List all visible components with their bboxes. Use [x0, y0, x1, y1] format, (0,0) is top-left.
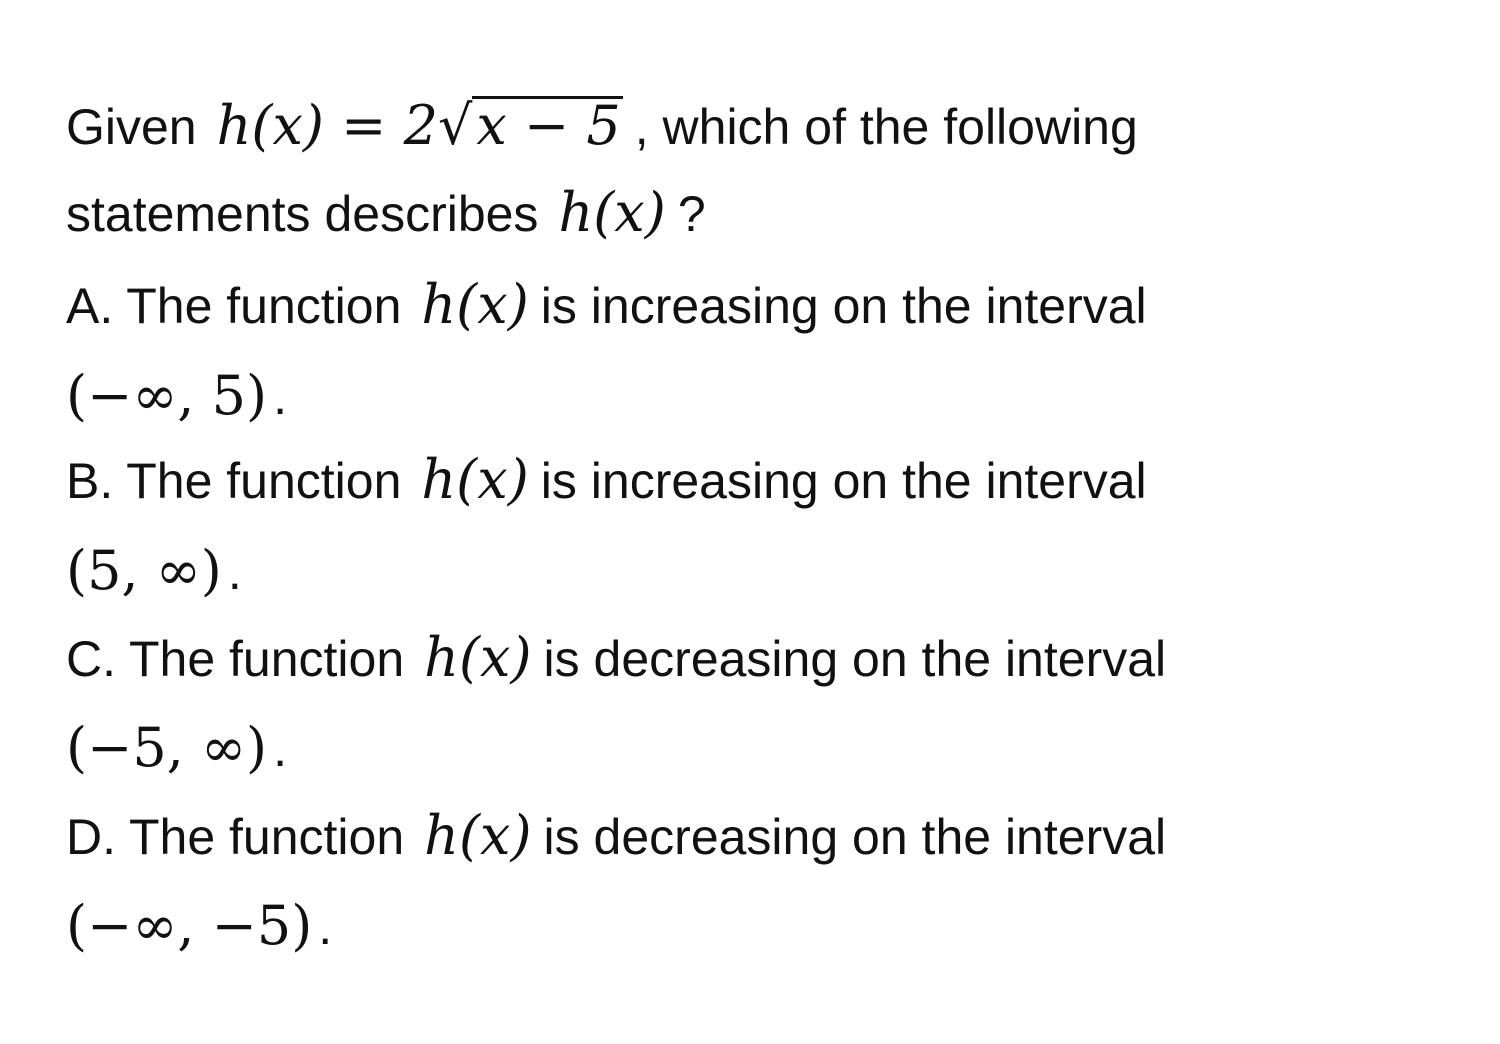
option-a-text: is increasing on the interval: [540, 278, 1147, 334]
question-line2-suffix: ?: [677, 186, 706, 242]
option-d-math: h(x): [424, 804, 532, 867]
radicand: x − 5: [472, 96, 622, 153]
option-b-label: B. The function: [66, 453, 402, 509]
question-line2-math: h(x): [558, 181, 666, 244]
option-a-line-2[interactable]: [66, 366, 287, 426]
question-prefix: Given: [66, 99, 197, 155]
option-a-label: A. The function: [66, 278, 402, 334]
question-line2-prefix: statements describes: [66, 186, 539, 242]
option-b-text: is increasing on the interval: [540, 453, 1147, 509]
function-definition-lhs: h(x) = 2: [216, 94, 438, 157]
option-c-math: h(x): [424, 626, 532, 689]
question-stem-line-2: [66, 183, 706, 243]
option-b-line-2[interactable]: [66, 541, 242, 601]
option-d-interval: (−∞, −5): [66, 894, 313, 957]
option-b-interval: (5, ∞): [66, 539, 222, 602]
option-c-end: .: [273, 721, 287, 777]
square-root: [438, 96, 623, 156]
option-d-end: .: [318, 899, 333, 955]
option-a-end: .: [273, 369, 287, 425]
option-d-line-2[interactable]: [66, 896, 332, 956]
option-d-text: is decreasing on the interval: [543, 809, 1167, 865]
option-b-line-1[interactable]: [66, 450, 1147, 510]
function-definition: [217, 94, 623, 157]
radical-sign-icon: √: [437, 94, 473, 157]
option-c-line-1[interactable]: [66, 628, 1166, 688]
option-c-interval: (−5, ∞): [66, 716, 268, 779]
option-b-math: h(x): [421, 448, 529, 511]
option-c-label: C. The function: [66, 631, 405, 687]
option-a-interval: (−∞, 5): [66, 364, 268, 427]
option-b-end: .: [227, 544, 242, 600]
question-stem-line-1: [66, 96, 1138, 156]
option-d-line-1[interactable]: [66, 806, 1166, 866]
option-a-math: h(x): [421, 273, 529, 336]
option-a-line-1[interactable]: [66, 275, 1147, 335]
option-d-label: D. The function: [66, 809, 405, 865]
question-suffix: , which of the following: [634, 99, 1138, 155]
option-c-line-2[interactable]: [66, 718, 287, 778]
option-c-text: is decreasing on the interval: [543, 631, 1167, 687]
